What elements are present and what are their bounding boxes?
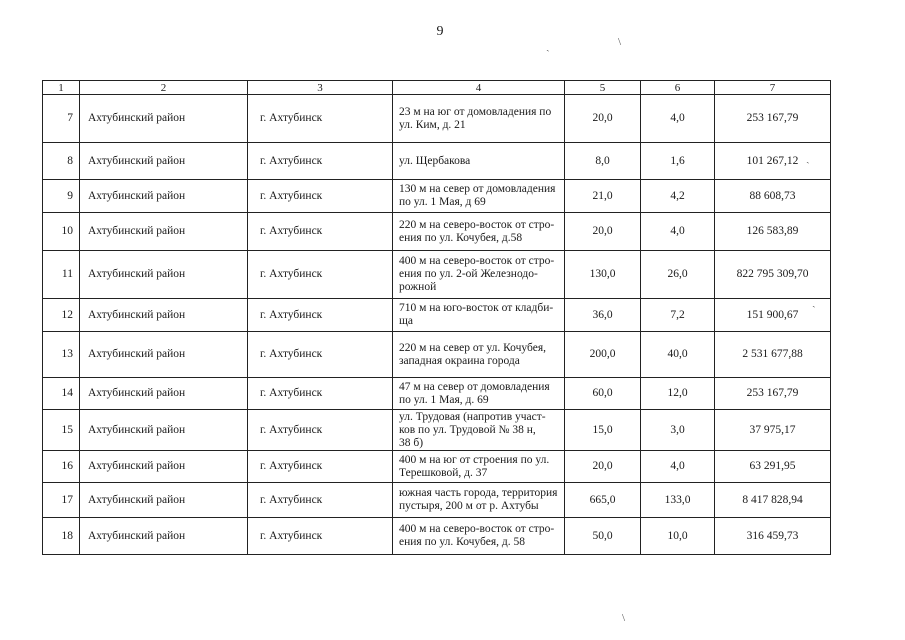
col5-cell: 665,0 (565, 483, 641, 518)
location-line: 220 м на север от ул. Кочубея, (399, 341, 546, 354)
location-line: ул. Щербакова (399, 154, 471, 167)
table-row (43, 143, 831, 180)
city-cell: г. Ахтубинск (248, 299, 393, 332)
table-row (43, 332, 831, 378)
scan-speck: \ (622, 612, 626, 624)
row-number-cell: 11 (43, 251, 80, 299)
location-line: 47 м на север от домовладения (399, 380, 550, 393)
row-number-cell: 10 (43, 213, 80, 251)
location-cell (393, 143, 565, 180)
scan-speck: ˏ (806, 152, 810, 164)
location-line: южная часть города, территория (399, 487, 558, 499)
city-cell: г. Ахтубинск (248, 143, 393, 180)
city-cell: г. Ахтубинск (248, 451, 393, 483)
row-number-cell: 12 (43, 299, 80, 332)
col5-cell: 200,0 (565, 332, 641, 378)
data-table (42, 80, 831, 555)
location-line: по ул. 1 Мая, д. 69 (399, 393, 489, 406)
region-cell: Ахтубинский район (80, 251, 248, 299)
column-header: 6 (641, 81, 715, 95)
region-cell: Ахтубинский район (80, 180, 248, 213)
row-number-cell: 14 (43, 378, 80, 410)
column-header: 4 (393, 81, 565, 95)
col7-cell: 88 608,73 (715, 180, 831, 213)
table-row (43, 518, 831, 555)
scan-speck: ˏ (812, 296, 816, 308)
col6-cell: 4,0 (641, 213, 715, 251)
column-header: 5 (565, 81, 641, 95)
row-number-cell: 13 (43, 332, 80, 378)
col6-cell: 40,0 (641, 332, 715, 378)
location-line: 130 м на север от домовладения (399, 183, 556, 195)
row-number-cell: 8 (43, 143, 80, 180)
location-cell (393, 251, 565, 299)
city-cell: г. Ахтубинск (248, 483, 393, 518)
region-cell: Ахтубинский район (80, 143, 248, 180)
city-cell: г. Ахтубинск (248, 213, 393, 251)
table-row (43, 378, 831, 410)
location-line: рожной (399, 281, 437, 293)
city-cell: г. Ахтубинск (248, 410, 393, 451)
location-cell (393, 180, 565, 213)
col6-cell: 4,0 (641, 95, 715, 143)
column-header: 2 (80, 81, 248, 95)
location-cell (393, 378, 565, 410)
city-cell: г. Ахтубинск (248, 251, 393, 299)
location-cell (393, 299, 565, 332)
col6-cell: 12,0 (641, 378, 715, 410)
location-line: ул. Ким, д. 21 (399, 118, 466, 131)
col7-cell: 63 291,95 (715, 451, 831, 483)
col5-cell: 15,0 (565, 410, 641, 451)
col6-cell: 133,0 (641, 483, 715, 518)
col6-cell: 26,0 (641, 251, 715, 299)
col7-cell: 8 417 828,94 (715, 483, 831, 518)
location-cell (393, 410, 565, 451)
col5-cell: 60,0 (565, 378, 641, 410)
city-cell: г. Ахтубинск (248, 518, 393, 555)
location-line: ул. Трудовая (напротив участ- (399, 410, 546, 423)
table-row (43, 410, 831, 451)
scan-speck: ˏ (546, 40, 550, 52)
col7-cell: 2 531 677,88 (715, 332, 831, 378)
location-line: пустыря, 200 м от р. Ахтубы (399, 500, 539, 512)
location-cell (393, 213, 565, 251)
region-cell: Ахтубинский район (80, 213, 248, 251)
location-line: 710 м на юго-восток от кладби- (399, 302, 554, 314)
col7-cell: 126 583,89 (715, 213, 831, 251)
col5-cell: 36,0 (565, 299, 641, 332)
col7-cell: 253 167,79 (715, 378, 831, 410)
location-line: по ул. 1 Мая, д 69 (399, 196, 486, 208)
col5-cell: 50,0 (565, 518, 641, 555)
city-cell: г. Ахтубинск (248, 180, 393, 213)
column-header: 7 (715, 81, 831, 95)
col5-cell: 8,0 (565, 143, 641, 180)
page-number: 9 (436, 24, 444, 39)
col7-cell: 37 975,17 (715, 410, 831, 451)
col7-cell: 316 459,73 (715, 518, 831, 555)
col6-cell: 7,2 (641, 299, 715, 332)
region-cell: Ахтубинский район (80, 95, 248, 143)
region-cell: Ахтубинский район (80, 483, 248, 518)
table-row (43, 180, 831, 213)
row-number-cell: 7 (43, 95, 80, 143)
region-cell: Ахтубинский район (80, 378, 248, 410)
col6-cell: 1,6 (641, 143, 715, 180)
column-header: 3 (248, 81, 393, 95)
col6-cell: 4,0 (641, 451, 715, 483)
col6-cell: 3,0 (641, 410, 715, 451)
row-number-cell: 18 (43, 518, 80, 555)
region-cell: Ахтубинский район (80, 451, 248, 483)
col6-cell: 10,0 (641, 518, 715, 555)
location-cell (393, 518, 565, 555)
col6-cell: 4,2 (641, 180, 715, 213)
location-line: 400 м на северо-восток от стро- (399, 255, 555, 267)
table-row (43, 451, 831, 483)
region-cell: Ахтубинский район (80, 410, 248, 451)
table-header-row (43, 81, 831, 95)
location-cell (393, 332, 565, 378)
column-header: 1 (43, 81, 80, 95)
location-line: ения по ул. 2-ой Железнодо- (399, 268, 538, 280)
location-line: 38 б) (399, 436, 424, 449)
location-cell (393, 95, 565, 143)
region-cell: Ахтубинский район (80, 299, 248, 332)
table-row (43, 213, 831, 251)
location-line: 400 м на северо-восток от стро- (399, 523, 555, 535)
row-number-cell: 16 (43, 451, 80, 483)
region-cell: Ахтубинский район (80, 518, 248, 555)
location-line: 23 м на юг от домовладения по (399, 105, 552, 118)
location-line: 220 м на северо-восток от стро- (399, 218, 555, 231)
row-number-cell: 9 (43, 180, 80, 213)
col7-cell: 253 167,79 (715, 95, 831, 143)
col5-cell: 20,0 (565, 451, 641, 483)
location-line: ков по ул. Трудовой № 38 н, (399, 423, 536, 436)
region-cell: Ахтубинский район (80, 332, 248, 378)
city-cell: г. Ахтубинск (248, 378, 393, 410)
row-number-cell: 17 (43, 483, 80, 518)
table-row (43, 299, 831, 332)
location-line: ения по ул. Кочубея, д. 58 (399, 536, 525, 548)
col5-cell: 130,0 (565, 251, 641, 299)
col5-cell: 20,0 (565, 95, 641, 143)
location-line: западная окраина города (399, 354, 520, 367)
col7-cell: 101 267,12 (715, 143, 831, 180)
row-number-cell: 15 (43, 410, 80, 451)
col5-cell: 21,0 (565, 180, 641, 213)
table-row (43, 483, 831, 518)
location-line: Терешковой, д. 37 (399, 466, 488, 479)
location-cell (393, 483, 565, 518)
city-cell: г. Ахтубинск (248, 95, 393, 143)
table-row (43, 251, 831, 299)
scan-speck: \ (618, 36, 622, 48)
city-cell: г. Ахтубинск (248, 332, 393, 378)
location-cell (393, 451, 565, 483)
col5-cell: 20,0 (565, 213, 641, 251)
location-line: 400 м на юг от строения по ул. (399, 453, 550, 466)
location-line: ения по ул. Кочубея, д.58 (399, 231, 523, 244)
col7-cell: 822 795 309,70 (715, 251, 831, 299)
location-line: ща (399, 315, 413, 327)
col7-cell: 151 900,67 (715, 299, 831, 332)
table-row (43, 95, 831, 143)
